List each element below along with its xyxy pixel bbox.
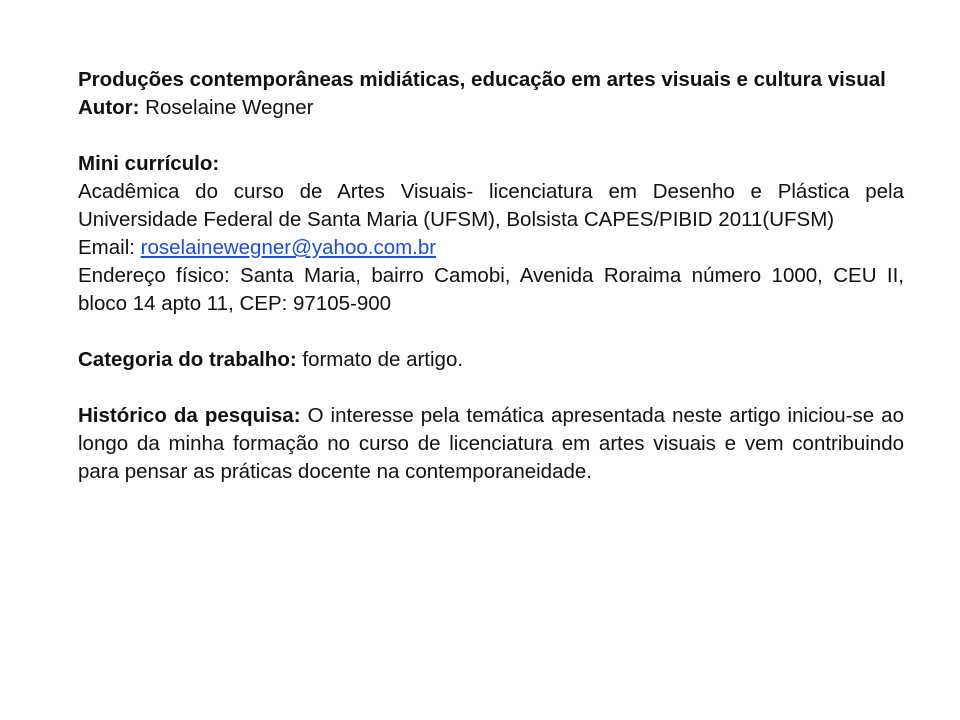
categoria-value: formato de artigo. (296, 348, 464, 371)
email-line (78, 234, 904, 262)
document-title: Produções contemporâneas midiáticas, educação em artes visuais e cultura visual (78, 68, 886, 91)
historico-text: O interesse pela temática apresentada neste artigo iniciou-se ao longo da minha formação no curso de licenciatura em artes visuais e vem contribuindo para pensar as práticas docente na contemporaneidade. (78, 404, 904, 483)
author-name: Roselaine Wegner (139, 96, 314, 119)
document-body (78, 66, 904, 486)
spacer (78, 122, 904, 150)
spacer (78, 318, 904, 346)
author-label: Autor: (78, 96, 140, 119)
author-line (78, 94, 904, 122)
categoria-line (78, 346, 904, 374)
mini-curriculo-heading: Mini currículo: (78, 152, 220, 175)
email-link[interactable]: roselainewegner@yahoo.com.br (140, 236, 437, 259)
categoria-label: Categoria do trabalho: (78, 348, 297, 371)
email-label: Email: (78, 236, 141, 259)
historico-label: Histórico da pesquisa: (78, 404, 301, 427)
mini-curriculo-text: Acadêmica do curso de Artes Visuais- licenciatura em Desenho e Plástica pela Universidade Federal de Santa Maria (UFSM), Bolsista CAPES/PIBID 2011(UFSM) (78, 180, 904, 231)
spacer (78, 374, 904, 402)
historico-paragraph (78, 402, 904, 486)
address-line: Endereço físico: Santa Maria, bairro Camobi, Avenida Roraima número 1000, CEU II, bloco 14 apto 11, CEP: 97105-900 (78, 264, 904, 315)
